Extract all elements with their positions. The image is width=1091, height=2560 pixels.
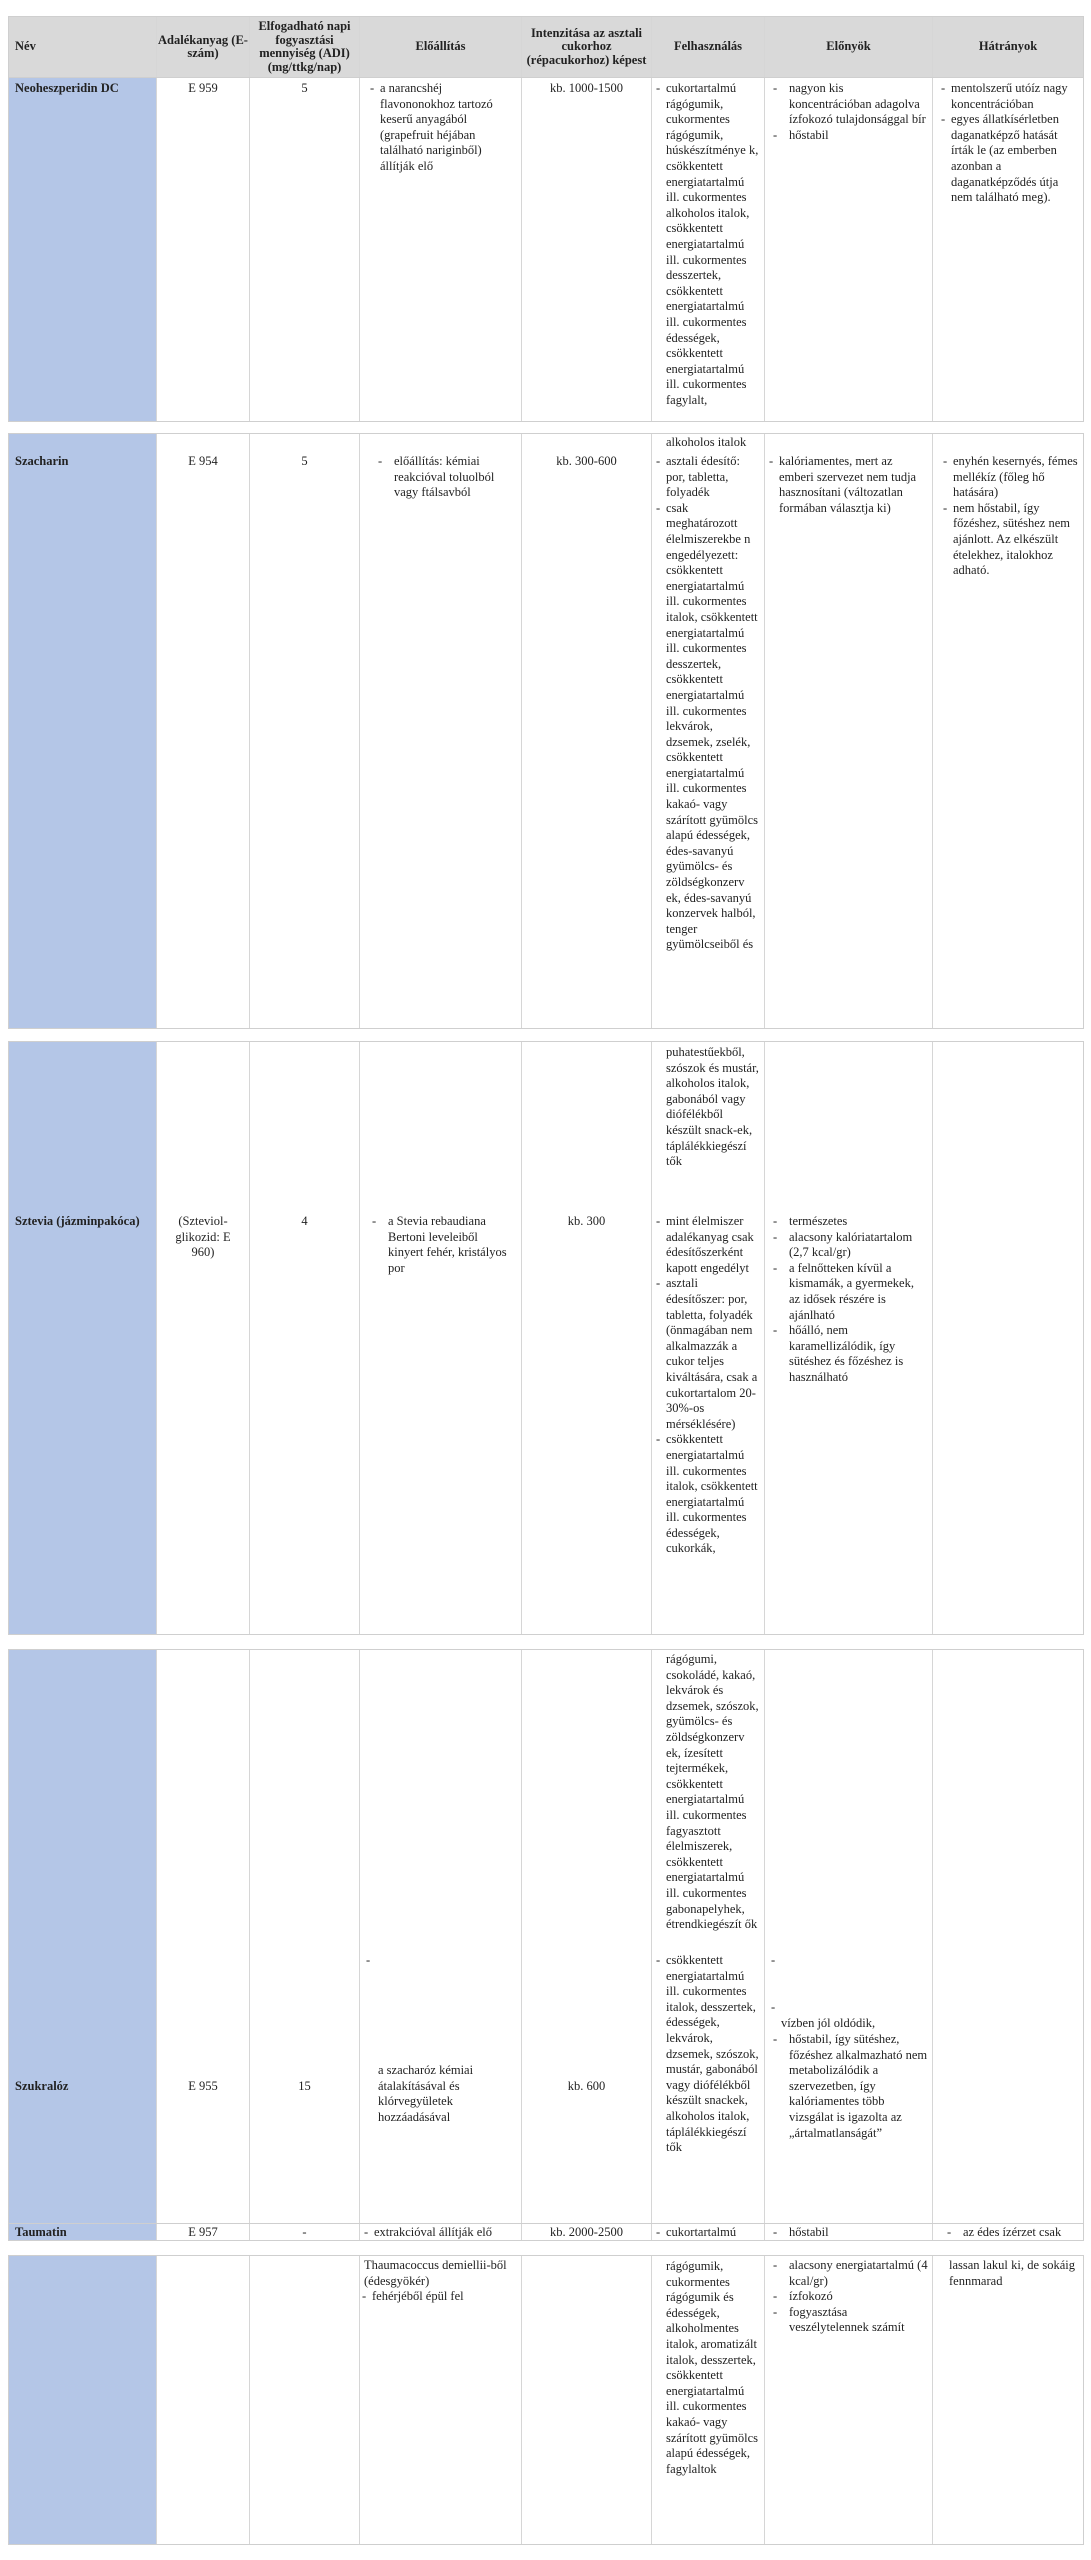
pros-list: - hőstabil: [765, 2225, 932, 2240]
table-row-sztevia: [8, 1041, 1084, 1635]
e-number-cell: E 954: [188, 454, 218, 468]
usage-carryover: puhatestűekből, szószok és mustár, alkoholos italok, gabonából vagy diófélékből készült snack-ek, táplálékkiegészí tők: [666, 1045, 759, 1169]
adi-cell: 5: [301, 81, 308, 95]
usage-list: - asztali édesítő: por, tabletta, folyadék - csak meghatározott élelmiszerekbe n engedélyezett: csökkentett energiatartalmú ill. cukormentes italok, csökkentett energiatartalmú ill. cukormentes desszertek, csökkentett energiatartalmú ill. cukormentes lekvárok, dzsemek, zselék, csökkentett energiatartalmú ill. cukormentes kakaó- vagy szárított gyümölcs alapú édességek, édes-savanyú gyümölcs- és zöldségkonzerv ek, édes-savanyú konzervek halból, tenger gyümölcseiből és: [652, 454, 764, 953]
name-cell: Taumatin: [15, 2225, 67, 2239]
adi-cell: -: [302, 2225, 307, 2239]
usage-list: - cukortartalmú rágógumik, cukormentes rágógumik, húskészítménye k, csökkentett energiatartalmú ill. cukormentes alkoholos italok, csökkentett energiatartalmú ill. cukormentes desszertek, csökkentett energiatartalmú ill. cukormentes édességek, csökkentett energiatartalmú ill. cukormentes fagylalt,: [652, 81, 764, 408]
cons-list: - az édes ízérzet csak: [939, 2225, 1079, 2240]
usage-carryover: rágógumi, csokoládé, kakaó, lekvárok és dzsemek, szószok, gyümölcs- és zöldségkonzerv ek, ízesített tejtermékek, csökkentett energiatartalmú ill. cukormentes fagyasztott élelmiszerek, csökkentett energiatartalmú ill. cukormentes gabonapelyhek, étrendkiegészít ők: [666, 1652, 759, 1932]
production-text: a szacharóz kémiai átalakításával és klórvegyületek hozzáadásával: [378, 2063, 474, 2124]
cons-continued: lassan lakul ki, de sokáig fennmarad: [949, 2258, 1075, 2288]
header-adi: Elfogadható napi fogyasztási mennyiség (ADI) (mg/ttkg/nap): [250, 17, 360, 77]
production-dash: -: [366, 1953, 371, 1967]
name-cell: Sztevia (jázminpakóca): [15, 1214, 140, 1228]
name-cell: Szukralóz: [15, 2079, 69, 2093]
header-eszam: Adalékanyag (E-szám): [157, 17, 250, 77]
pros-list-continued: - alacsony energiatartalmú (4 kcal/gr) - ízfokozó - fogyasztása veszélytelennek számít: [765, 2258, 932, 2336]
header-hatranyok: Hátrányok: [933, 17, 1083, 77]
header-elonyok: Előnyök: [765, 17, 933, 77]
pros-dash-2: -: [771, 2000, 776, 2014]
table-row-neoheszperidin: [8, 77, 1084, 422]
intensity-cell: kb. 2000-2500: [550, 2225, 623, 2239]
production-list: - előállítás: kémiai reakcióval toluolból vagy ftálsavból: [370, 454, 515, 501]
usage-list: - csökkentett energiatartalmú ill. cukormentes italok, desszertek, édességek, lekvárok, dzsemek, szószok, mustár, gabonából vagy diófélékből készült snackek, alkoholos italok, táplálékkiegészí tők: [652, 1953, 764, 2156]
pros-dash-1: -: [771, 1953, 776, 1967]
adi-cell: 15: [298, 2079, 311, 2093]
production-continued-1: Thaumacoccus demiellii-ből (édesgyökér): [364, 2258, 507, 2288]
pros-list: - nagyon kis koncentrációban adagolva ízfokozó tulajdonsággal bír - hőstabil: [765, 81, 932, 143]
pros-list: - kalóriamentes, mert az emberi szervezet nem tudja hasznosítani (változatlan formában választja ki): [765, 454, 932, 516]
name-cell: Szacharin: [15, 454, 69, 468]
table-row-szukraloz: [8, 1649, 1084, 2224]
table-row-taumatin-continued: [8, 2255, 1084, 2545]
table-row-szacharin: [8, 433, 1084, 1029]
usage-list: - cukortartalmú: [652, 2225, 764, 2240]
pros-list: - természetes - alacsony kalóriatartalom (2,7 kcal/gr) - a felnőtteken kívül a kismamák, a gyermekek, az idősek részére is ajánlható - hőálló, nem karamellizálódik, így sütéshez és főzéshez is használható: [765, 1214, 932, 1386]
e-number-cell: (Szteviol-glikozid: E 960): [175, 1214, 231, 1260]
header-felhasznalas: Felhasználás: [652, 17, 765, 77]
e-number-cell: E 959: [188, 81, 218, 95]
adi-cell: 4: [301, 1214, 308, 1228]
header-intenzitas: Intenzitása az asztali cukorhoz (répacukorhoz) képest: [522, 17, 652, 77]
name-cell: Neoheszperidin DC: [15, 81, 119, 95]
production-list-continued: - fehérjéből épül fel: [364, 2289, 517, 2305]
intensity-cell: kb. 600: [567, 2079, 606, 2093]
production-list: - a narancshéj flavononokhoz tartozó keserű anyagából (grapefruit héjában található nariginből) állítják elő: [366, 81, 515, 175]
production-list: - a Stevia rebaudiana Bertoni leveleiből kinyert fehér, kristályos por: [364, 1214, 515, 1276]
pros-list: - hőstabil, így sütéshez, főzéshez alkalmazható nem metabolizálódik a szervezetben, így kalóriamentes több vizsgálat is igazolta az „ártalmatlanságát”: [765, 2032, 932, 2141]
pros-item-1: vízben jól oldódik,: [781, 2016, 876, 2030]
usage-list: - mint élelmiszer adalékanyag csak édesítőszerként kapott engedélyt - asztali édesítőszer: por, tabletta, folyadék (önmagában nem alkalmazzák a cukor teljes kiváltására, csak a cukortartalom 20-30%-os mérséklésére) - csökkentett energiatartalmú ill. cukormentes italok, csökkentett energiatartalmú ill. cukormentes édességek, cukorkák,: [652, 1214, 764, 1557]
e-number-cell: E 957: [188, 2225, 218, 2239]
intensity-cell: kb. 300: [567, 1214, 606, 1228]
intensity-cell: kb. 1000-1500: [550, 81, 623, 95]
table-header-row: [8, 16, 1084, 78]
production-list: - extrakcióval állítják elő: [360, 2225, 521, 2240]
header-eloallitas: Előállítás: [360, 17, 522, 77]
header-nev: Név: [9, 17, 157, 77]
adi-cell: 5: [301, 454, 308, 468]
e-number-cell: E 955: [188, 2079, 218, 2093]
cons-list: - enyhén kesernyés, fémes mellékíz (főleg hő hatására) - nem hőstabil, így főzéshez, sütéshez nem ajánlott. Az elkészült ételekhez, italokhoz adható.: [939, 454, 1083, 579]
cons-list: - mentolszerű utóíz nagy koncentrációban - egyes állatkísérletben daganatképző hatását írták le (az emberben azonban a daganatképződés útja nem található meg).: [937, 81, 1083, 206]
usage-continued: rágógumik, cukormentes rágógumik és édességek, alkoholmentes italok, aromatizált italok, desszertek, csökkentett energiatartalmú ill. cukormentes kakaó- vagy szárított gyümölcs alapú édességek, fagylaltok: [666, 2259, 758, 2476]
usage-carryover: alkoholos italok: [666, 435, 747, 449]
intensity-cell: kb. 300-600: [556, 454, 617, 468]
table-row-taumatin: [8, 2223, 1084, 2241]
